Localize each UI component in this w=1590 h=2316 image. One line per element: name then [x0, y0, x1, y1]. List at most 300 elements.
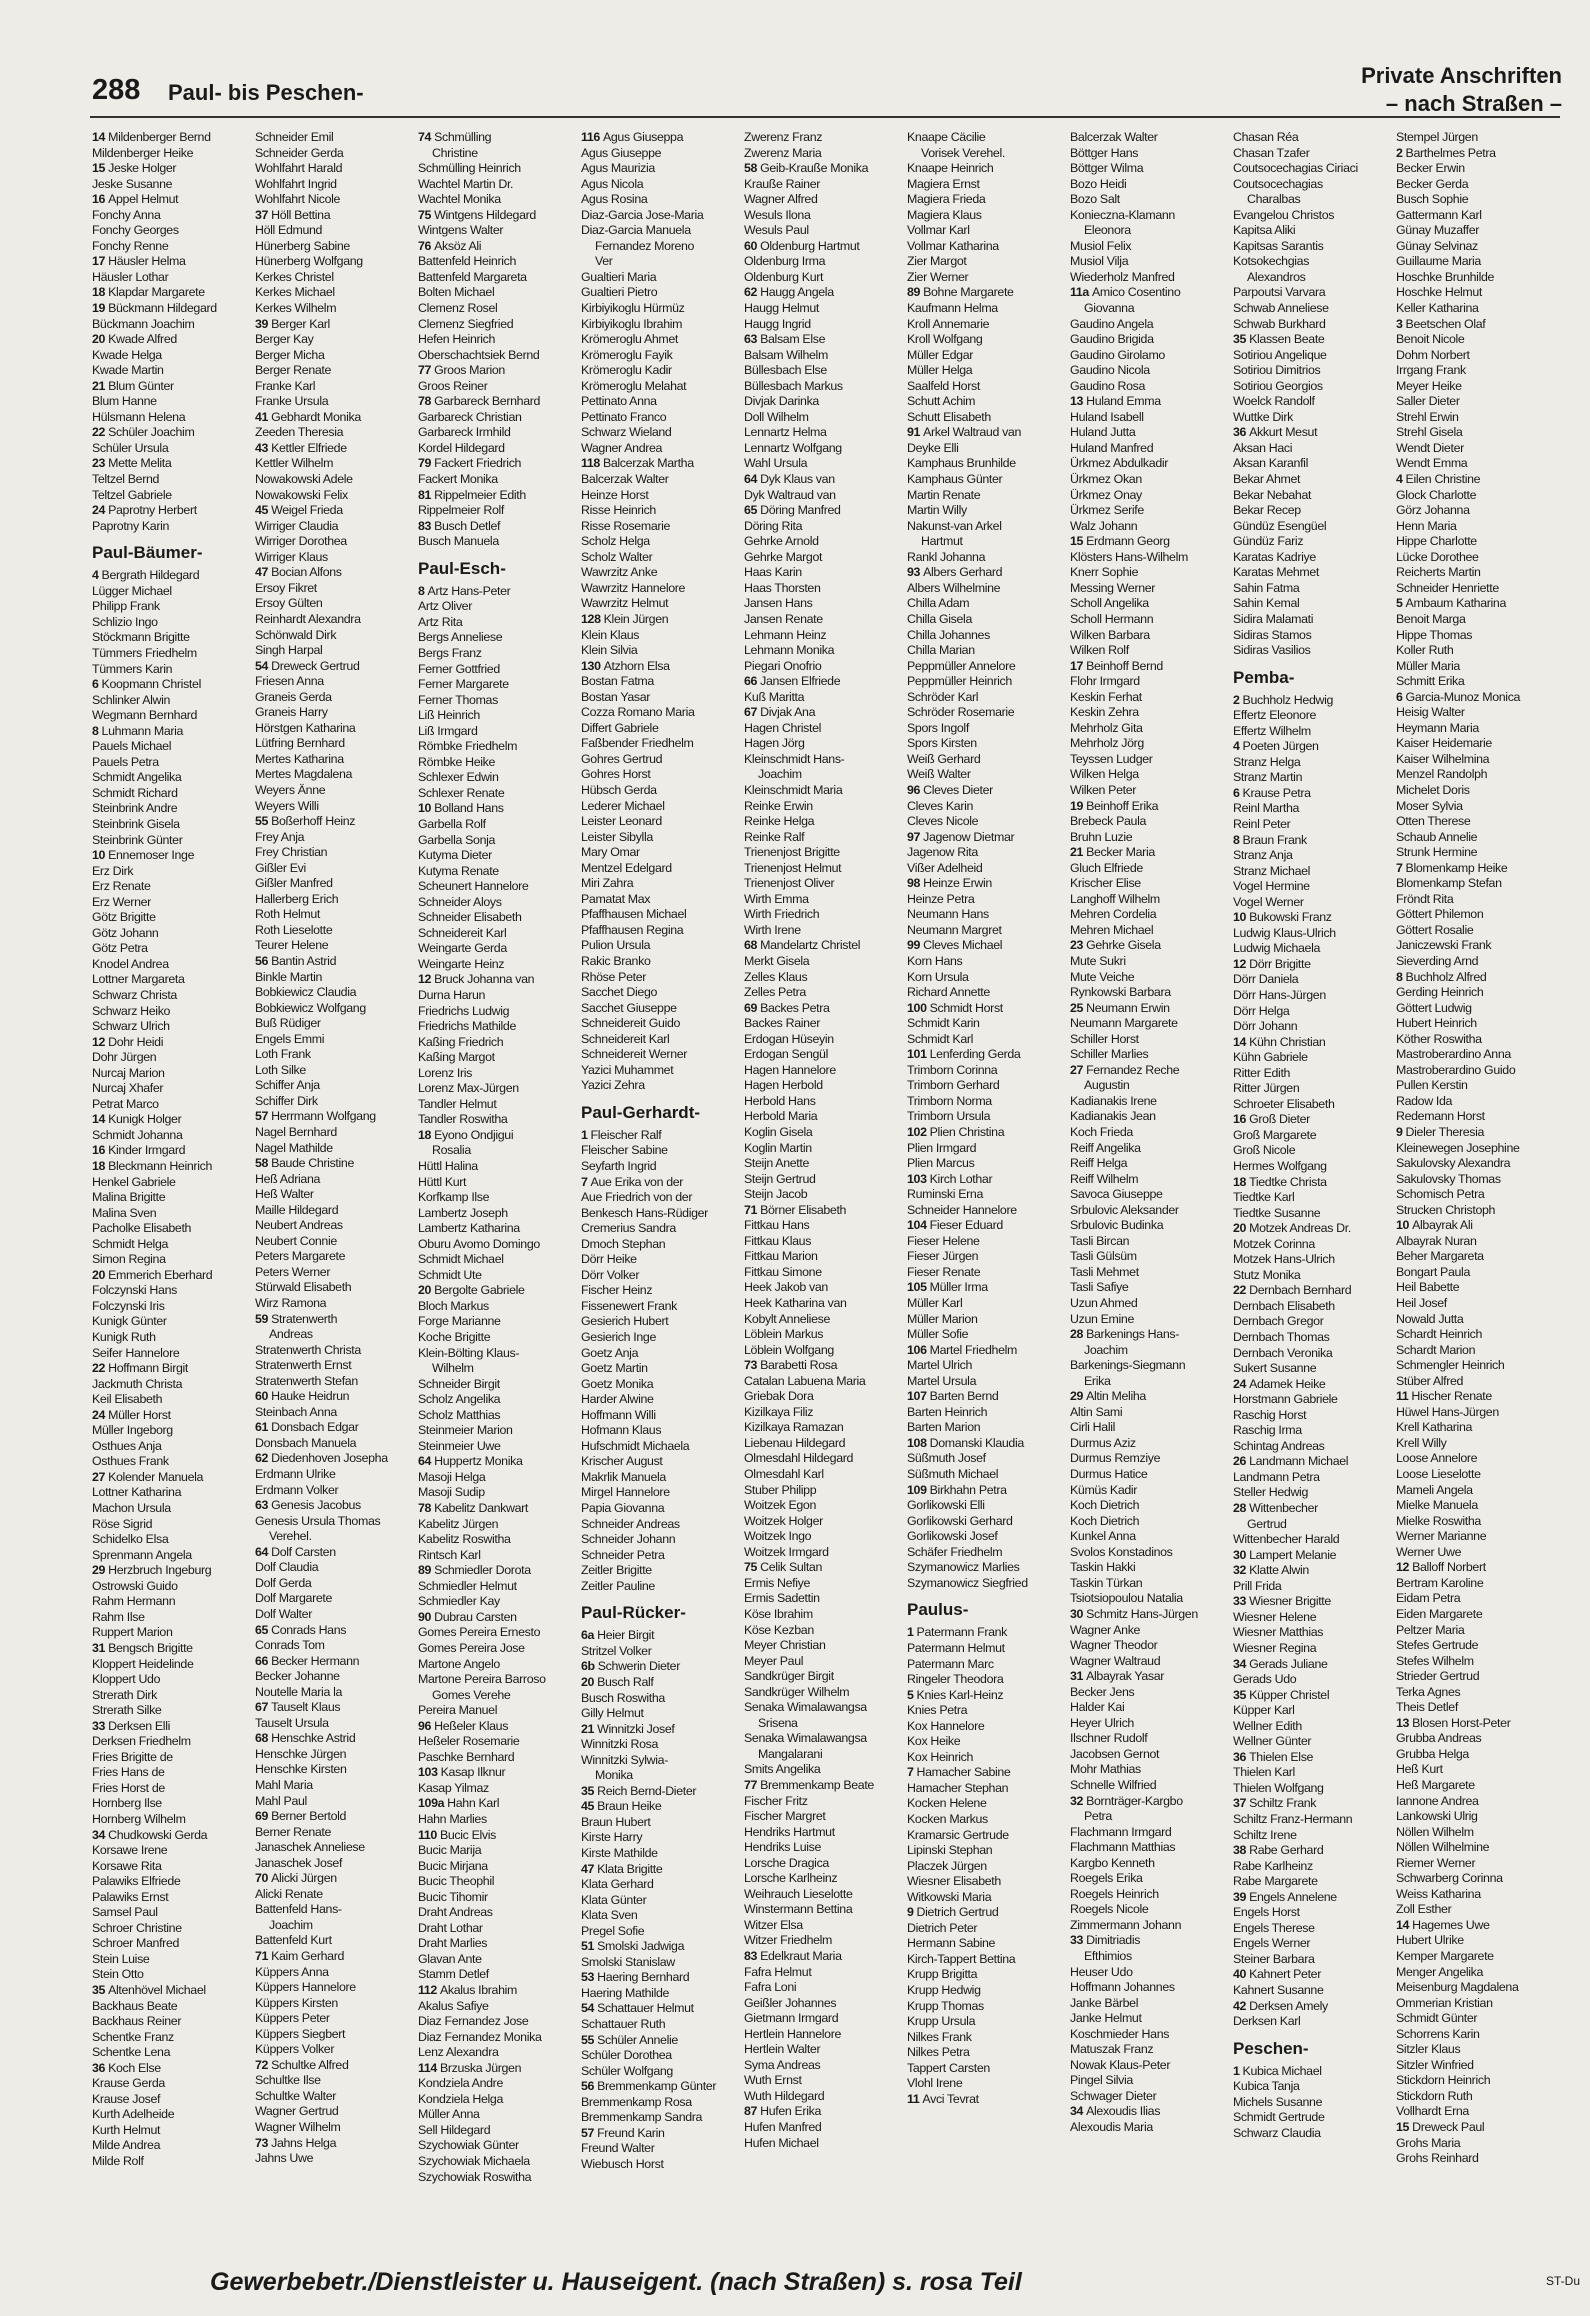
- resident-entry: [907, 892, 1066, 908]
- resident-entry: [92, 1501, 251, 1517]
- resident-entry: [907, 690, 1066, 706]
- resident-name: Schneider Emil: [255, 130, 334, 144]
- resident-name: Kunigk Günter: [92, 1314, 167, 1329]
- resident-entry: [1396, 1560, 1555, 1576]
- resident-name: Riemer Werner: [1396, 1855, 1476, 1870]
- resident-name: Alexoudis Maria: [1070, 2120, 1153, 2134]
- resident-name: Risse Rosemarie: [581, 518, 671, 533]
- resident-name: Keskin Ferhat: [1070, 689, 1142, 704]
- resident-entry: [907, 1765, 1066, 1781]
- resident-entry: [418, 1221, 577, 1237]
- resident-entry: [418, 1936, 577, 1952]
- resident-entry: [1396, 2104, 1555, 2120]
- resident-name: Donsbach Manuela: [255, 1435, 357, 1450]
- resident-name: Wirth Emma: [744, 891, 809, 906]
- resident-name: Ringeler Theodora: [907, 1672, 1004, 1687]
- resident-name: Wendt Emma: [1396, 456, 1468, 471]
- resident-entry: [744, 146, 903, 162]
- resident-entry: [744, 2027, 903, 2043]
- resident-name: Küppers Anna: [255, 1964, 329, 1979]
- column-1: [92, 130, 255, 2240]
- resident-name: Fieser Jürgen: [907, 1249, 979, 1264]
- house-number: 101: [907, 1047, 927, 1062]
- resident-entry: [92, 1719, 251, 1735]
- resident-name: Mertes Magdalena: [255, 767, 353, 782]
- resident-name: Aksan Haci: [1233, 440, 1293, 455]
- resident-entry: [1396, 565, 1555, 581]
- resident-name: Alicki Jürgen: [271, 1871, 337, 1886]
- house-number: 20: [1233, 1221, 1247, 1236]
- resident-name: Freund Walter: [581, 2141, 655, 2156]
- resident-entry: [92, 988, 251, 1004]
- resident-name: Samsel Paul: [92, 1905, 158, 1920]
- resident-entry: [1070, 1296, 1229, 1312]
- resident-entry: [744, 1327, 903, 1343]
- resident-name: Gaudino Brigida: [1070, 332, 1154, 347]
- resident-entry: [744, 1265, 903, 1281]
- resident-name: Michelet Doris: [1396, 782, 1470, 797]
- resident-name: Börner Elisabeth: [760, 1202, 847, 1217]
- resident-entry: [255, 456, 414, 472]
- resident-entry: [1396, 1265, 1555, 1281]
- resident-entry: [744, 1498, 903, 1514]
- resident-name: Draht Lothar: [418, 1920, 483, 1935]
- resident-name: Häusler Lothar: [92, 269, 169, 284]
- resident-name: Vlohl Irene: [907, 2076, 963, 2091]
- resident-entry: [1233, 1703, 1392, 1719]
- resident-entry: [1233, 2110, 1392, 2126]
- entry-continuation: Gertrud: [1247, 1516, 1287, 1531]
- resident-name: Heß Kurt: [1396, 1762, 1443, 1777]
- resident-entry: [255, 301, 414, 317]
- entry-continuation: Gomes Verehe: [432, 1687, 511, 1702]
- resident-name: Iannone Andrea: [1396, 1793, 1479, 1808]
- resident-entry: [255, 223, 414, 239]
- entry-continuation: Ver: [595, 254, 613, 269]
- resident-name: Teyssen Ludger: [1070, 751, 1153, 766]
- resident-name: Henn Maria: [1396, 518, 1457, 533]
- resident-name: Jeske Holger: [108, 161, 177, 176]
- resident-name: Köther Roswitha: [1396, 1031, 1482, 1046]
- house-number: 29: [92, 1563, 106, 1578]
- resident-name: Strieder Gertrud: [1396, 1669, 1480, 1684]
- resident-entry: [1070, 1467, 1229, 1483]
- resident-name: Schmidt Michael: [418, 1252, 504, 1267]
- resident-entry: [1233, 1859, 1392, 1875]
- resident-entry: [1070, 1654, 1229, 1670]
- resident-entry: [1396, 2151, 1555, 2167]
- resident-entry: [255, 1047, 414, 1063]
- resident-name: Jagenow Rita: [907, 845, 978, 860]
- resident-entry: [1070, 907, 1229, 923]
- resident-entry: [92, 519, 251, 535]
- resident-entry: [92, 1097, 251, 1113]
- resident-name: Patermann Marc: [907, 1656, 994, 1671]
- resident-name: Schmidt Angelika: [92, 770, 182, 785]
- resident-entry: [92, 1765, 251, 1781]
- resident-name: Aue Erika von der: [590, 1174, 684, 1189]
- resident-name: Reinl Peter: [1233, 816, 1291, 831]
- resident-name: Griebak Dora: [744, 1389, 814, 1404]
- entry-continuation: Petra: [1084, 1809, 1112, 1824]
- resident-name: Winstermann Bettina: [744, 1902, 853, 1917]
- resident-name: Guillaume Maria: [1396, 254, 1481, 269]
- resident-name: Götz Brigitte: [92, 910, 156, 925]
- resident-name: Conrads Hans: [271, 1622, 347, 1637]
- resident-entry: [255, 270, 414, 286]
- house-number: 37: [255, 207, 269, 222]
- resident-name: Zelles Petra: [744, 985, 806, 1000]
- resident-name: Müller Maria: [1396, 658, 1460, 673]
- resident-name: Hagen Hannelore: [744, 1062, 836, 1077]
- resident-name: Erz Werner: [92, 894, 151, 909]
- resident-name: Moser Sylvia: [1396, 798, 1463, 813]
- resident-entry: [581, 223, 740, 239]
- resident-entry: [1070, 1871, 1229, 1887]
- resident-name: Ermis Sadettin: [744, 1591, 820, 1606]
- resident-name: Dernbach Thomas: [1233, 1330, 1330, 1345]
- resident-entry: [418, 988, 577, 1004]
- house-number: 77: [744, 1777, 758, 1792]
- resident-name: Ambaum Katharina: [1405, 596, 1507, 611]
- resident-entry: [581, 907, 740, 923]
- resident-entry: [1396, 1280, 1555, 1296]
- resident-entry: [255, 1109, 414, 1125]
- resident-entry: [581, 1799, 740, 1815]
- resident-name: Tiedtke Susanne: [1233, 1205, 1321, 1220]
- entry-continuation: Augustin: [1084, 1078, 1130, 1093]
- house-number: 12: [418, 972, 432, 987]
- resident-name: Hertlein Hannelore: [744, 2026, 842, 2041]
- resident-entry: [1396, 2089, 1555, 2105]
- resident-name: Höll Edmund: [255, 223, 323, 238]
- resident-name: Wilken Helga: [1070, 767, 1139, 782]
- resident-entry: [581, 1408, 740, 1424]
- resident-name: Lambertz Katharina: [418, 1221, 520, 1236]
- resident-entry: [1396, 1778, 1555, 1794]
- resident-entry: [255, 1514, 414, 1530]
- resident-entry: [581, 1237, 740, 1253]
- resident-name: Fries Brigitte de: [92, 1749, 173, 1764]
- resident-entry: [255, 1949, 414, 1965]
- resident-entry: [418, 615, 577, 631]
- resident-entry: [255, 1063, 414, 1079]
- resident-entry: [1070, 1933, 1229, 1949]
- resident-name: Masoji Helga: [418, 1469, 486, 1484]
- resident-name: Stein Luise: [92, 1951, 150, 1966]
- resident-entry: [907, 643, 1066, 659]
- resident-name: Jansen Renate: [744, 611, 823, 626]
- resident-name: Menzel Randolph: [1396, 767, 1488, 782]
- resident-name: Hamacher Stephan: [907, 1780, 1009, 1795]
- resident-name: Effertz Eleonore: [1233, 708, 1317, 723]
- resident-name: Heek Jakob van: [744, 1280, 828, 1295]
- resident-entry: [1396, 317, 1555, 333]
- resident-name: Balcerzak Martha: [602, 456, 694, 471]
- house-number: 6a: [581, 1628, 595, 1643]
- resident-name: Bloch Markus: [418, 1298, 489, 1313]
- resident-name: Gesierich Hubert: [581, 1314, 669, 1329]
- resident-entry: [255, 954, 414, 970]
- resident-name: Beinhoff Erika: [1086, 798, 1159, 813]
- resident-name: Witzer Friedhelm: [744, 1933, 833, 1948]
- resident-name: Catalan Labuena Maria: [744, 1373, 866, 1388]
- resident-name: Herbold Hans: [744, 1093, 816, 1108]
- resident-name: Balcerzak Walter: [581, 472, 669, 487]
- resident-entry: [581, 659, 740, 675]
- resident-entry: [1396, 954, 1555, 970]
- resident-name: Jansen Hans: [744, 596, 813, 611]
- resident-name: Baude Christine: [271, 1156, 355, 1171]
- resident-name: Dörr Volker: [581, 1267, 640, 1282]
- resident-name: Stickdorn Ruth: [1396, 2088, 1473, 2103]
- resident-name: Müller Karl: [907, 1296, 963, 1311]
- resident-entry: [92, 1936, 251, 1952]
- resident-entry: [255, 830, 414, 846]
- resident-name: Ostrowski Guido: [92, 1578, 178, 1593]
- resident-name: Barten Heinrich: [907, 1404, 988, 1419]
- resident-name: Kwade Helga: [92, 347, 162, 362]
- resident-entry: [418, 379, 577, 395]
- house-number: 14: [92, 1112, 106, 1127]
- resident-entry: [744, 1078, 903, 1094]
- resident-entry: [418, 1765, 577, 1781]
- resident-entry: [581, 1252, 740, 1268]
- resident-entry: [1396, 1327, 1555, 1343]
- resident-name: Patermann Frank: [916, 1625, 1008, 1640]
- resident-name: Krischer Elise: [1070, 876, 1141, 891]
- column-3: [418, 130, 581, 2240]
- resident-name: Schlexer Edwin: [418, 770, 499, 785]
- resident-entry: [255, 799, 414, 815]
- house-number: 64: [744, 472, 758, 487]
- resident-name: Kühn Gabriele: [1233, 1050, 1308, 1065]
- resident-name: Vollmar Karl: [907, 223, 970, 238]
- resident-name: Svolos Konstadinos: [1070, 1544, 1173, 1559]
- resident-entry: [907, 565, 1066, 581]
- resident-name: Hagemes Uwe: [1412, 1917, 1490, 1932]
- resident-name: Artz Oliver: [418, 599, 472, 614]
- resident-entry: [418, 2045, 577, 2061]
- resident-name: Vollhardt Erna: [1396, 2104, 1469, 2119]
- resident-name: Görz Johanna: [1396, 503, 1470, 518]
- resident-name: Neumann Erwin: [1086, 1000, 1170, 1015]
- resident-entry: [581, 425, 740, 441]
- resident-name: Stratenwerth Stefan: [255, 1373, 358, 1388]
- resident-entry: [744, 1296, 903, 1312]
- resident-name: Strunk Hermine: [1396, 845, 1478, 860]
- resident-name: Schwager Dieter: [1070, 2088, 1157, 2103]
- resident-name: Janke Bärbel: [1070, 1995, 1139, 2010]
- resident-name: Kaiser Wilhelmina: [1396, 751, 1490, 766]
- resident-entry: [581, 1737, 740, 1753]
- resident-name: Ludwig Klaus-Ulrich: [1233, 925, 1336, 940]
- resident-name: Schmitz Hans-Jürgen: [1086, 1606, 1198, 1621]
- resident-entry: [1070, 1389, 1229, 1405]
- resident-name: Machon Ursula: [92, 1501, 171, 1516]
- resident-name: Goetz Martin: [581, 1361, 648, 1376]
- resident-entry: [1070, 1498, 1229, 1514]
- resident-entry: [1070, 938, 1229, 954]
- resident-entry: [92, 1004, 251, 1020]
- resident-name: Senaka Wimalawangsa: [744, 1731, 867, 1746]
- resident-entry: [418, 770, 577, 786]
- resident-entry: [255, 736, 414, 752]
- resident-name: Durmus Aziz: [1070, 1435, 1136, 1450]
- resident-name: Dreweck Paul: [1412, 2120, 1485, 2134]
- resident-name: Rintsch Karl: [418, 1547, 481, 1562]
- resident-entry: [1070, 208, 1229, 224]
- resident-entry: [907, 1467, 1066, 1483]
- resident-name: Teltzel Gabriele: [92, 487, 172, 502]
- resident-entry: [1070, 161, 1229, 177]
- resident-name: Wilken Peter: [1070, 782, 1137, 797]
- resident-entry: [1233, 1268, 1392, 1284]
- resident-name: Dreweck Gertrud: [271, 658, 360, 673]
- resident-name: Wagner Theodor: [1070, 1638, 1158, 1653]
- resident-name: Korsawe Rita: [92, 1858, 162, 1873]
- resident-name: Roegels Heinrich: [1070, 1886, 1159, 1901]
- resident-entry: [581, 285, 740, 301]
- resident-name: Kleinewegen Josephine: [1396, 1140, 1520, 1155]
- resident-name: Becker Hermann: [271, 1653, 360, 1668]
- house-number: 15: [1070, 534, 1084, 549]
- house-number: 7: [907, 1765, 914, 1780]
- house-number: 6: [1233, 785, 1240, 800]
- resident-entry: [255, 1420, 414, 1436]
- resident-name: Busch Sophie: [1396, 192, 1469, 207]
- resident-entry: [581, 1893, 740, 1909]
- house-number: 12: [92, 1034, 106, 1049]
- resident-name: Diaz-Garcia Manuela: [581, 223, 691, 238]
- resident-entry: [744, 1871, 903, 1887]
- resident-entry: [1070, 2042, 1229, 2058]
- resident-name: Divjak Darinka: [744, 394, 819, 409]
- resident-entry: [581, 923, 740, 939]
- resident-name: Sidira Malamati: [1233, 611, 1314, 626]
- resident-name: Altin Meliha: [1086, 1389, 1146, 1404]
- resident-name: Effertz Wilhelm: [1233, 723, 1311, 738]
- resident-entry: [418, 270, 577, 286]
- resident-entry: [907, 659, 1066, 675]
- resident-entry: [581, 1628, 740, 1644]
- resident-name: Schüler Joachim: [108, 425, 195, 440]
- resident-name: Thielen Else: [1249, 1749, 1314, 1764]
- resident-entry: [92, 425, 251, 441]
- resident-name: Strucken Christoph: [1396, 1202, 1496, 1217]
- resident-entry: [92, 1299, 251, 1315]
- resident-entry: [907, 177, 1066, 193]
- resident-entry: [744, 192, 903, 208]
- resident-name: Krömeroglu Fayik: [581, 347, 673, 362]
- resident-name: Chilla Johannes: [907, 627, 990, 642]
- resident-entry: [1396, 1109, 1555, 1125]
- resident-name: Kloppert Heidelinde: [92, 1656, 194, 1671]
- resident-entry: [92, 208, 251, 224]
- resident-entry: [418, 1983, 577, 1999]
- resident-name: Schentke Lena: [92, 2045, 171, 2060]
- resident-entry: [255, 1545, 414, 1561]
- resident-name: Buchholz Hedwig: [1242, 692, 1334, 707]
- house-number: 8: [418, 583, 425, 598]
- resident-name: Rhöse Peter: [581, 969, 647, 984]
- resident-entry: [1233, 941, 1392, 957]
- resident-entry: [92, 1657, 251, 1673]
- resident-name: Terka Agnes: [1396, 1684, 1461, 1699]
- resident-name: Müller Edgar: [907, 347, 974, 362]
- resident-entry: [1233, 879, 1392, 895]
- resident-name: Dolf Gerda: [255, 1575, 312, 1590]
- resident-name: Kaufmann Helma: [907, 301, 998, 316]
- resident-entry: [907, 954, 1066, 970]
- resident-entry: [1070, 2027, 1229, 2043]
- resident-name: Wilken Barbara: [1070, 627, 1150, 642]
- resident-entry: [744, 1607, 903, 1623]
- resident-name: Schiltz Irene: [1233, 1827, 1297, 1842]
- resident-name: Tümmers Friedhelm: [92, 645, 197, 660]
- resident-name: Groß Dieter: [1249, 1112, 1310, 1127]
- resident-name: Henschke Jürgen: [255, 1746, 347, 1761]
- resident-name: Poeten Jürgen: [1242, 739, 1319, 754]
- resident-name: Karatas Kadriye: [1233, 549, 1316, 564]
- entry-continuation: Christine: [432, 145, 478, 160]
- resident-name: Kapitsa Aliki: [1233, 223, 1296, 238]
- house-number: 60: [744, 238, 758, 253]
- resident-name: Schmidt Günter: [1396, 2011, 1478, 2026]
- resident-name: Wiesner Matthias: [1233, 1625, 1324, 1640]
- resident-name: Doll Wilhelm: [744, 409, 809, 424]
- resident-name: Lambertz Joseph: [418, 1205, 508, 1220]
- resident-entry: [1233, 643, 1392, 659]
- resident-entry: [744, 1840, 903, 1856]
- resident-entry: [92, 1625, 251, 1641]
- resident-name: Beher Margareta: [1396, 1249, 1484, 1264]
- resident-entry: [907, 1358, 1066, 1374]
- resident-entry: [907, 1187, 1066, 1203]
- resident-name: Bengsch Brigitte: [108, 1640, 193, 1655]
- resident-entry: [92, 1268, 251, 1284]
- resident-entry: [1396, 1700, 1555, 1716]
- resident-entry: [744, 1545, 903, 1561]
- resident-name: Lankowski Ulrig: [1396, 1809, 1478, 1824]
- house-number: 9: [907, 1905, 914, 1920]
- resident-entry: [744, 348, 903, 364]
- resident-entry: [1233, 848, 1392, 864]
- resident-name: Neumann Hans: [907, 907, 989, 922]
- resident-entry: [581, 2033, 740, 2049]
- resident-entry: [92, 662, 251, 678]
- house-number: 45: [255, 503, 269, 518]
- resident-entry: [418, 833, 577, 849]
- resident-entry: [744, 721, 903, 737]
- resident-name: Liß Irmgard: [418, 723, 478, 738]
- resident-entry: [418, 2061, 577, 2077]
- resident-name: Agus Giuseppa: [602, 130, 684, 144]
- resident-entry: [1070, 1965, 1229, 1981]
- resident-entry: [1233, 1439, 1392, 1455]
- resident-entry: [255, 1374, 414, 1390]
- resident-entry: [255, 1747, 414, 1763]
- resident-entry: [255, 1996, 414, 2012]
- resident-entry: [255, 1809, 414, 1825]
- resident-name: Kaßing Margot: [418, 1050, 495, 1065]
- resident-name: Oldenburg Irma: [744, 254, 826, 269]
- resident-name: Hofmann Klaus: [581, 1423, 662, 1438]
- resident-name: Sitzler Klaus: [1396, 2042, 1461, 2057]
- house-number: 69: [255, 1809, 269, 1824]
- house-number: 12: [1233, 956, 1247, 971]
- resident-entry: [1396, 1141, 1555, 1157]
